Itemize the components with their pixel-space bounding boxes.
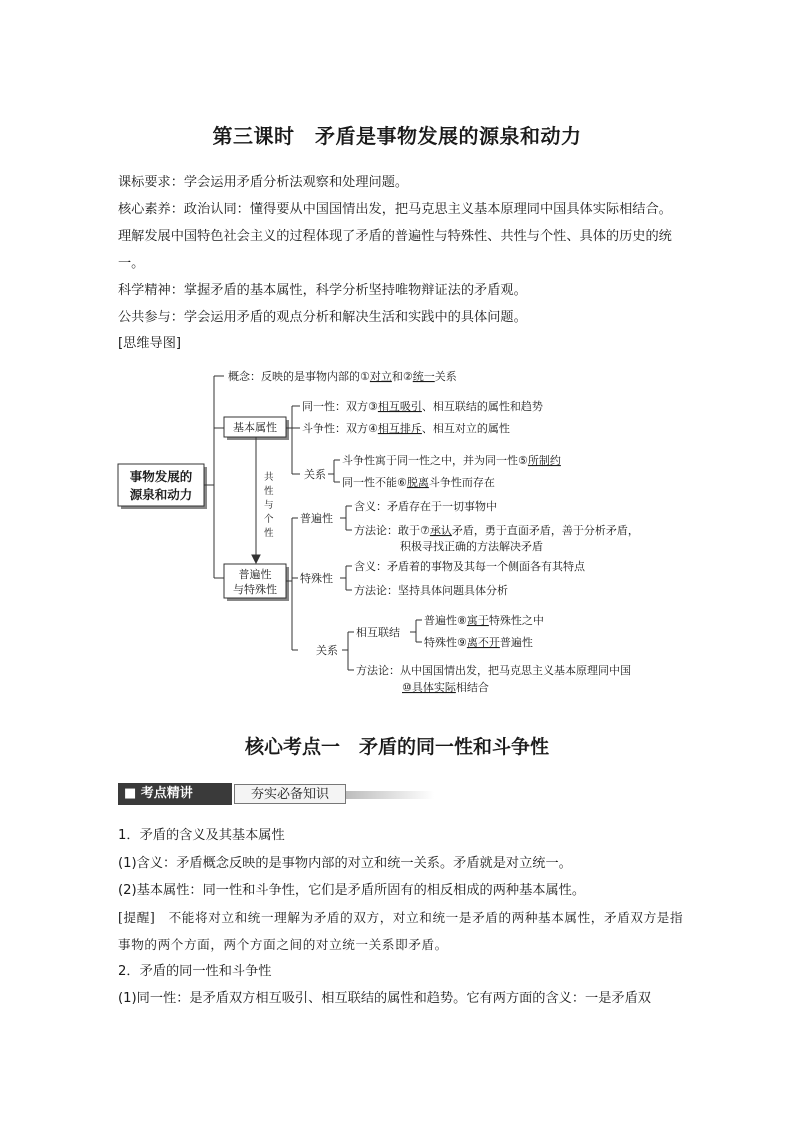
para-basic-attr: (2)基本属性：同一性和斗争性，它们是矛盾所固有的相反相成的两种基本属性。 — [118, 883, 586, 898]
univ-spec-line2: 与特殊性 — [233, 583, 277, 596]
banner-light-label: 夯实必备知识 — [234, 784, 346, 804]
reminder-note: [提醒] 不能将对立和统一理解为矛盾的双方，对立和统一是矛盾的两种基本属性，矛盾双方是指事物的两个方面，两个方面之间的对立统一关系即矛盾。 — [118, 910, 684, 952]
heading-2: 2．矛盾的同一性和斗争性 — [118, 964, 272, 979]
key-point-banner — [118, 783, 434, 807]
mindmap-label: [思维导图] — [118, 336, 182, 351]
basic-attr-label: 基本属性 — [233, 421, 277, 434]
relation-2: 同一性不能⑥脱离斗争性而存在 — [342, 476, 495, 489]
relation2-label: 关系 — [316, 644, 338, 657]
para-meaning: (1)含义：矛盾概念反映的是事物内部的对立和统一关系。矛盾就是对立统一。 — [118, 856, 572, 871]
relation-1: 斗争性寓于同一性之中，并为同一性⑤所制约 — [342, 454, 561, 467]
univ-method-line2: 积极寻找正确的方法解决矛盾 — [400, 540, 543, 553]
vlabel-4: 性 — [264, 528, 274, 539]
link-2: 特殊性⑨离不开普遍性 — [424, 636, 533, 649]
rel2-method-line2: ⑩具体实际相结合 — [402, 681, 489, 694]
mind-map — [110, 356, 700, 706]
univ-method: 方法论：敢于⑦承认矛盾，勇于直面矛盾，善于分析矛盾， — [354, 524, 639, 537]
vlabel-1: 性 — [264, 486, 274, 497]
vlabel-0: 共 — [264, 472, 274, 483]
public-participation: 公共参与：学会运用矛盾的观点分析和解决生活和实践中的具体问题。 — [118, 310, 527, 325]
relation-label: 关系 — [304, 468, 326, 481]
vlabel-2: 与 — [264, 500, 274, 511]
science-spirit: 科学精神：掌握矛盾的基本属性，科学分析坚持唯物辩证法的矛盾观。 — [118, 283, 527, 298]
part-meaning: 含义：矛盾着的事物及其每一个侧面各有其特点 — [354, 560, 585, 573]
concept-prefix: 概念：反映的是事物内部的①对立和②统一关系 — [228, 370, 457, 383]
struggle-line: 斗争性：双方④相互排斥、相互对立的属性 — [302, 422, 510, 435]
link-1: 普遍性⑧寓于特殊性之中 — [424, 614, 544, 627]
banner-fade — [346, 791, 434, 799]
banner-dark-label: ■ 考点精讲 — [118, 783, 232, 805]
curriculum-standard: 课标要求：学会运用矛盾分析法观察和处理问题。 — [118, 175, 409, 190]
identity-line: 同一性：双方③相互吸引、相互联结的属性和趋势 — [302, 400, 543, 413]
lesson-title: 第三课时 矛盾是事物发展的源泉和动力 — [212, 124, 582, 148]
particularity-label: 特殊性 — [300, 572, 333, 585]
vertical-label — [264, 471, 274, 539]
para-identity: (1)同一性：是矛盾双方相互吸引、相互联结的属性和趋势。它有两方面的含义：一是矛盾双 — [118, 991, 651, 1006]
section-title: 核心考点一 矛盾的同一性和斗争性 — [244, 736, 549, 758]
root-line1: 事物发展的 — [129, 469, 193, 484]
core-literacy: 核心素养：政治认同：懂得要从中国国情出发，把马克思主义基本原理同中国具体实际相结合。理解发展中国特色社会主义的过程体现了矛盾的普遍性与特殊性、共性与个性、具体的历史的统一。 — [118, 202, 672, 271]
univ-meaning: 含义：矛盾存在于一切事物中 — [354, 500, 497, 513]
interlink-label: 相互联结 — [356, 626, 400, 639]
rel2-method-line1: 方法论：从中国国情出发，把马克思主义基本原理同中国 — [356, 664, 631, 677]
vlabel-3: 个 — [264, 514, 274, 525]
root-line2: 源泉和动力 — [129, 487, 193, 502]
heading-1: 1．矛盾的含义及其基本属性 — [118, 828, 285, 843]
universality-label: 普遍性 — [300, 512, 333, 525]
univ-spec-line1: 普遍性 — [238, 568, 272, 581]
part-method: 方法论：坚持具体问题具体分析 — [354, 584, 508, 597]
